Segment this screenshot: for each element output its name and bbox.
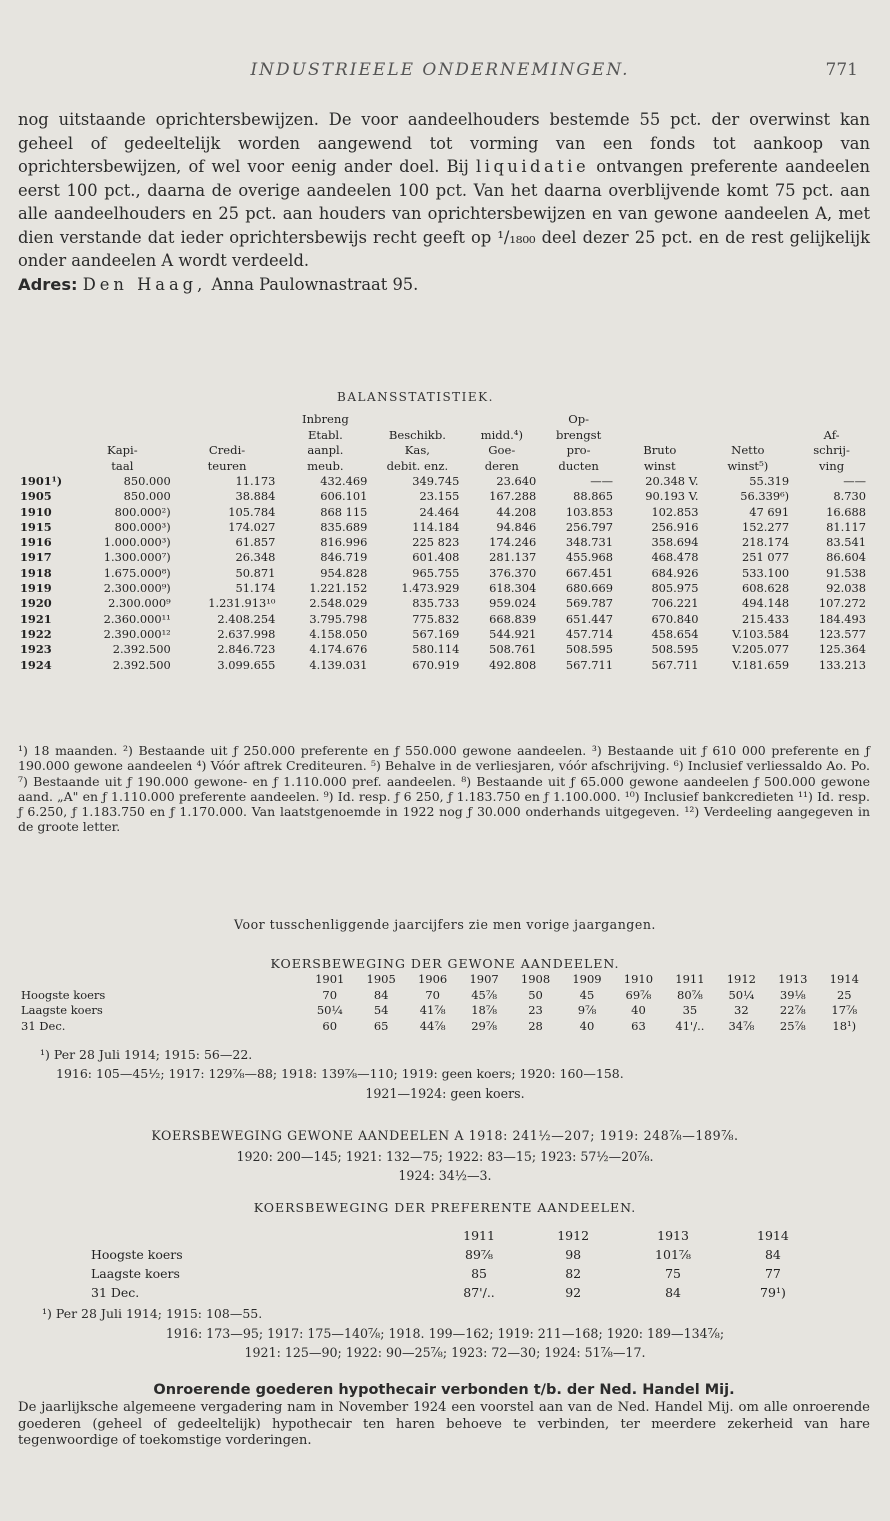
balans-cell: 105.784 [228,504,276,519]
balans-cell: 1.231.913¹⁰ [208,596,276,611]
adres-street: Anna Paulownastraat 95. [211,274,419,294]
balans-cell: 125.364 [818,642,866,657]
balans-cell: 508.595 [651,642,699,657]
separator-note: Voor tusschenliggende jaarcijfers zie men vorige jaargangen. [234,917,656,932]
balans-cell: 567.711 [565,657,614,672]
koers-gewone-value: 23 [528,1003,543,1017]
intro-text-2: ontvangen preferente aandeelen eerst 100 pct., daarna de overige aandeelen 100 pct. Van het daarna overblijvende komt 75 pct. aan alle aandeelhouders en 25 pct. aan houders van oprichtersbewijzen en van gewone aandeelen A, met dien verstande dat ieder oprichtersbewijs recht geeft op [18,157,870,247]
balans-cell: 775.832 [412,611,460,626]
balans-cell: 91.538 [826,565,866,580]
adres-label: Adres: [18,274,78,294]
balans-cell: 348.731 [565,535,614,550]
balans-cell: 508.761 [489,642,537,657]
balans-cell: 376.370 [489,565,537,580]
balans-cell: 61.857 [235,535,276,550]
balans-cell: 850.000 [123,489,171,504]
balans-cell: 55.319 [749,474,790,488]
balans-cell: 8.730 [833,489,866,504]
balans-body [20,474,870,673]
balans-cell: 92.038 [826,581,866,596]
balans-cell: 16.688 [826,504,866,519]
balans-cell: 4.174.676 [309,642,368,657]
balans-row [20,489,870,504]
balans-cell: 56.339⁶) [740,489,790,504]
koers-pref-years [90,1226,820,1245]
koers-pref-value: 77 [764,1266,781,1281]
balans-cell: 218.174 [742,535,790,550]
koers-pref-year: 1914 [757,1228,789,1243]
balans-cell: 1.000.000³) [103,535,171,550]
koers-gewone-value: 60 [322,1018,338,1033]
balans-table [20,412,870,673]
koers-gewone-label: Laagste koers [21,1003,103,1017]
intro-text-3: deel dezer 25 pct. en de rest gelijkelijk onder aandeelen A wordt verdeeld. [18,227,870,270]
koers-gewone-value: 63 [631,1018,646,1033]
fraction: ¹/₁₈₀₀ [497,227,536,247]
koers-pref-foot1: ¹) Per 28 Juli 1914; 1915: 108—55. [42,1306,263,1321]
balans-cell: 494.148 [742,596,790,611]
balans-cell: 2.300.000⁹ [108,596,171,611]
koers-gewone-value: 34⅞ [728,1018,755,1033]
balans-cell: —— [843,474,866,488]
balans-col-header: Inbreng Etabl. aanpl. meub. [302,412,349,473]
balans-cell: 492.808 [489,657,537,672]
balans-header-row [20,412,870,474]
koers-gewone-value: 32 [734,1003,749,1017]
koers-pref-row [90,1264,820,1283]
page-number: 771 [825,60,858,80]
balans-cell: 83.541 [826,535,866,550]
balans-cell: 805.975 [651,581,699,596]
balans-row [20,474,870,489]
koers-gewone-year: 1901 [315,972,345,986]
balans-row [20,520,870,535]
balans-cell: 606.101 [320,489,368,504]
balans-cell: 90.193 V. [645,489,699,504]
koers-gewone-value: 17⅞ [831,1003,858,1017]
koers-gewone-value: 22⅞ [779,1003,806,1017]
balans-cell: 251 077 [742,550,790,565]
koers-pref-table [90,1226,820,1302]
balans-col-header: Bruto winst [643,443,677,473]
balans-cell: 3.795.798 [309,611,368,626]
koers-pref-value: 84 [764,1247,781,1262]
balans-year: 1918 [20,565,52,580]
koers-gewone-value: 40 [631,1003,646,1017]
balans-cell: 20.348 V. [645,474,699,488]
koers-gewone-value: 45⅞ [471,987,497,1002]
balans-cell: 684.926 [651,565,699,580]
balans-cell: 567.711 [651,657,699,672]
koers-a-line2: 1920: 200—145; 1921: 132—75; 1922: 83—15; 1923: 57½—20⅞. [236,1149,654,1164]
koers-gewone-value: 44⅞ [419,1018,446,1033]
balans-cell: 2.360.000¹¹ [103,611,171,626]
koers-gewone-year: 1909 [572,972,602,986]
koers-gewone-row [18,1003,870,1019]
koers-pref-title: KOERSBEWEGING DER PREFERENTE AANDEELEN. [253,1200,637,1215]
adres-city: Den Haag, [82,274,207,294]
balans-cell: 167.288 [489,489,537,504]
balans-cell: 103.853 [565,504,614,519]
balans-year: 1917 [20,550,52,565]
koers-a-line1: KOERSBEWEGING GEWONE AANDEELEN A 1918: 241½—207; 1919: 248⅞—189⅞. [151,1128,739,1143]
balans-row [20,566,870,581]
balans-cell: 569.787 [565,596,614,611]
balans-cell: 432.469 [320,474,368,488]
koers-pref-year: 1913 [657,1228,689,1243]
balans-cell: 2.846.723 [217,642,276,657]
koers-gewone-year: 1907 [469,972,499,986]
footnotes-balans: ¹) 18 maanden. ²) Bestaande uit ƒ 250.000 preferente en ƒ 550.000 gewone aandeelen. ³) Bestaande uit ƒ 610 000 preferente en ƒ 190.000 gewone aandeelen ⁴) Vóór aftrek Crediteuren. ⁵) Behalve in de verliesjaren, vóór afschrijving. ⁶) Inclusief verliessaldo Ao. Po. ⁷) Bestaande uit ƒ 190.000 gewone- en ƒ 1.110.000 pref. aandeelen. ⁸) Bestaande uit ƒ 65.000 gewone aandeelen ƒ 500.000 gewone aand. „A" en ƒ 1.110.000 preferente aandeelen. ⁹) Id. resp. ƒ 6 250, ƒ 1.183.750 en ƒ 1.100.000. ¹⁰) Inclusief bankcredieten ¹¹) Id. resp. ƒ 6.250, ƒ 1.183.750 en ƒ 1.170.000. Van laatstgenoemde in 1922 nog ƒ 30.000 onderhands uitgegeven. ¹²) Verdeeling aangegeven in de groote letter. [18,743,870,835]
balans-cell: 580.114 [412,642,460,657]
balans-cell: 94.846 [496,519,537,534]
koers-gewone-value: 25 [836,987,852,1002]
balans-cell: 26.348 [235,550,276,565]
intro-paragraph [18,108,870,296]
balans-row [20,658,870,673]
balans-cell: 670.919 [412,657,460,672]
balans-row [20,535,870,550]
balans-cell: 457.714 [565,626,614,641]
koers-pref-row [90,1283,820,1302]
koers-gewone-label: 31 Dec. [21,1018,66,1033]
koers-gewone-value: 18¹) [832,1018,857,1033]
koers-pref-value: 92 [565,1285,582,1300]
koers-pref-foot3: 1921: 125—90; 1922: 90—25⅞; 1923: 72—30; 1924: 51⅞—17. [244,1345,646,1360]
balans-col-header [20,412,70,474]
balans-col-header: Netto winst⁵) [727,443,769,473]
koers-gewone-value: 9⅞ [577,1003,597,1017]
koers-gewone-label: Hoogste koers [21,987,106,1002]
balans-col-header: Op- brengst pro- ducten [555,412,602,473]
koers-gewone-value: 65 [373,1018,389,1033]
koers-gewone-years [18,972,870,988]
balans-cell: 868 115 [320,504,368,519]
balans-cell: 1.675.000⁸) [103,565,171,580]
koers-pref-corner [90,1226,432,1245]
balans-cell: 544.921 [489,626,537,641]
balans-cell: 468.478 [651,550,699,565]
koers-gewone-year: 1913 [778,972,808,986]
koers-pref-row [90,1245,820,1264]
balans-col-header: Credi- teuren [207,443,247,473]
koers-gewone-value: 28 [528,1018,543,1033]
koers-gewone-value: 50 [528,987,543,1002]
koers-gewone-value: 45 [579,987,595,1002]
balans-cell: V.205.077 [732,642,790,657]
balans-cell: 152.277 [742,519,790,534]
koers-pref-value: 82 [565,1266,582,1281]
balans-year: 1923 [20,642,52,657]
koers-gewone-value: 80⅞ [677,987,703,1002]
balans-cell: 2.300.000⁹) [103,581,171,596]
balans-cell: 668.839 [489,611,537,626]
balans-cell: 706.221 [651,596,699,611]
koers-gewone-value: 29⅞ [471,1018,497,1033]
koers-gewone-value: 41⅞ [419,1003,446,1017]
balans-cell: 123.577 [818,626,866,641]
balans-year: 1920 [20,596,52,611]
balans-cell: 23.640 [496,474,537,488]
balans-year: 1915 [20,519,52,534]
balans-cell: 107.272 [818,596,866,611]
balans-row [20,581,870,596]
balans-row [20,627,870,642]
balans-cell: 349.745 [412,474,460,488]
balans-cell: 24.464 [419,504,460,519]
koers-gewone-value: 84 [373,987,389,1002]
balans-row [20,642,870,657]
balans-cell: 47 691 [749,504,790,519]
running-header [0,60,890,84]
balans-cell: 455.968 [565,550,614,565]
balans-row [20,612,870,627]
koers-gewone-value: 25⅞ [779,1018,806,1033]
balans-cell: 800.000³) [114,519,171,534]
koers-gewone-value: 50¼ [316,1003,343,1017]
koers-pref-year: 1911 [463,1228,495,1243]
balans-cell: 2.392.500 [112,657,171,672]
koers-gewone-value: 39⅛ [779,987,806,1002]
balans-cell: 50.871 [235,565,276,580]
balans-cell: 1.221.152 [309,581,368,596]
balans-col-header: Beschikb. Kas, debit. enz. [386,427,449,473]
balans-cell: 4.158.050 [309,626,368,641]
koers-gewone-value: 69⅞ [625,987,652,1002]
balans-cell: 959.024 [489,596,537,611]
balans-cell: 2.548.029 [309,596,368,611]
balans-cell: 800.000²) [114,504,171,519]
koers-gewone-year: 1910 [623,972,654,986]
koers-gewone-row [18,988,870,1004]
koers-gewone-value: 41'/.. [675,1018,705,1033]
koers-gewone-value: 50¼ [728,987,755,1002]
balans-row [20,596,870,611]
balans-cell: 458.654 [651,626,699,641]
balans-col-header: Af- schrij- ving [813,427,850,473]
liquidatie-word: liquidatie [476,157,590,176]
balans-cell: 533.100 [742,565,790,580]
balans-year: 1901¹) [20,474,63,488]
koers-gewone-foot1: ¹) Per 28 Juli 1914; 1915: 56—22. [40,1047,253,1062]
koers-gewone-foot3: 1921—1924: geen koers. [365,1086,525,1101]
balans-cell: 618.304 [489,581,537,596]
balans-cell: 133.213 [818,657,866,672]
koers-pref-label: Hoogste koers [91,1247,183,1262]
koers-pref-value: 85 [471,1266,487,1281]
balans-col-header: midd.⁴) Goe- deren [480,427,523,473]
koers-gewone-year: 1912 [726,972,756,986]
balans-cell: 667.451 [565,565,614,580]
balans-cell: 86.604 [826,550,866,565]
koers-gewone-year: 1905 [366,972,396,986]
balans-cell: 954.828 [320,565,368,580]
balans-cell: 670.840 [651,611,699,626]
balans-cell: 508.595 [565,642,614,657]
koers-gewone-row [18,1019,870,1035]
balans-cell: 44.208 [496,504,537,519]
balans-cell: 2.390.000¹² [103,626,171,641]
balans-cell: 2.408.254 [217,611,276,626]
balans-year: 1905 [20,489,52,504]
koers-gewone-year: 1911 [675,972,705,986]
balans-cell: 2.637.998 [217,626,276,641]
balans-row [20,505,870,520]
koers-gewone-value: 40 [579,1018,595,1033]
balans-cell: 3.099.655 [217,657,276,672]
koers-pref-label: Laagste koers [91,1266,180,1281]
balans-cell: 51.174 [235,581,276,596]
balans-cell: 114.184 [412,519,460,534]
balans-cell: 835.689 [320,519,368,534]
balans-cell: 850.000 [123,474,171,488]
balans-cell: 256.797 [565,519,614,534]
koers-pref-value: 75 [665,1266,681,1281]
koers-gewone-foot2: 1916: 105—45½; 1917: 129⅞—88; 1918: 139⅞—110; 1919: geen koers; 1920: 160—158. [56,1066,624,1081]
balans-cell: 102.853 [651,504,699,519]
balans-cell: 81.117 [826,519,866,534]
koers-pref-value: 84 [665,1285,681,1300]
balans-year: 1919 [20,581,52,596]
koers-pref-value: 79¹) [760,1285,786,1300]
balans-year: 1916 [20,535,52,550]
koers-pref-label: 31 Dec. [91,1285,140,1300]
koers-pref-value: 89⅞ [465,1247,494,1262]
koers-a-line3: 1924: 34½—3. [398,1168,492,1183]
balans-cell: 680.669 [565,581,614,596]
balans-cell: 601.408 [412,550,460,565]
koers-pref-foot2: 1916: 173—95; 1917: 175—140⅞; 1918. 199—162; 1919: 211—168; 1920: 189—134⅞; [165,1326,725,1341]
koers-gewone-body [18,988,870,1035]
koers-gewone-table [18,972,870,1034]
koers-gewone-title: KOERSBEWEGING DER GEWONE AANDEELEN. [270,956,620,971]
balans-cell: 184.493 [818,611,866,626]
koers-gewone-value: 35 [682,1003,698,1017]
balans-year: 1921 [20,611,52,626]
koers-pref-value: 87'/.. [463,1285,495,1300]
balans-year: 1924 [20,657,52,672]
balans-cell: 225 823 [412,535,460,550]
balans-cell: 651.447 [565,611,614,626]
koers-pref-value: 98 [565,1247,582,1262]
koers-gewone-value: 70 [425,987,440,1002]
koers-gewone-value: 70 [322,987,338,1002]
balans-cell: 358.694 [651,535,699,550]
balans-cell: 256.916 [651,519,699,534]
balans-cell: 816.996 [320,535,368,550]
balans-row [20,550,870,565]
koers-pref-year: 1912 [557,1228,590,1243]
balans-cell: 2.392.500 [112,642,171,657]
balans-cell: 281.137 [489,550,537,565]
balans-cell: 1.300.000⁷) [103,550,171,565]
balans-cell: 835.733 [412,596,460,611]
balans-cell: 174.027 [228,519,276,534]
final-heading: Onroerende goederen hypothecair verbonden t/b. der Ned. Handel Mij. [153,1382,735,1398]
koers-pref-value: 101⅞ [655,1247,692,1262]
balans-cell: 567.169 [412,626,460,641]
balans-cell: 215.433 [742,611,790,626]
running-title: INDUSTRIEELE ONDERNEMINGEN. [250,60,630,80]
intro-text-1: nog uitstaande oprichtersbewijzen. De voor aandeelhouders bestemde 55 pct. der overwinst kan geheel of gedeeltelijk worden aangewend tot vorming van een fonds tot aankoop van oprichtersbewijzen, of wel voor eenig ander doel. Bij [18,110,870,176]
koers-gewone-value: 18⅞ [471,1003,497,1017]
koers-gewone-year: 1908 [520,972,551,986]
balans-cell: 608.628 [742,581,790,596]
balans-cell: V.103.584 [732,626,790,641]
balans-cell: 1.473.929 [401,581,460,596]
koers-gewone-value: 54 [373,1003,389,1017]
balans-cell: 88.865 [573,489,614,504]
final-body: De jaarlijksche algemeene vergadering nam in November 1924 een voorstel aan van de Ned. Handel Mij. om alle onroerende goederen (geheel of gedeeltelijk) hypothecair ten haren behoeve te verbinden, ter meerdere zekerheid van hare tegenwoordige of toekomstige vorderingen. [18,1400,870,1448]
balans-cell: 174.246 [489,535,537,550]
koers-gewone-corner [18,972,304,988]
balans-cell: 23.155 [419,489,460,504]
koers-pref-body [90,1245,820,1302]
balans-cell: V.181.659 [732,657,790,672]
balans-cell: 38.884 [235,489,276,504]
balans-cell: 965.755 [412,565,460,580]
balans-year: 1910 [20,504,52,519]
balans-cell: 846.719 [320,550,368,565]
koers-gewone-year: 1914 [829,972,859,986]
koers-gewone-year: 1906 [417,972,448,986]
balans-year: 1922 [20,626,52,641]
balans-cell: —— [590,474,614,488]
final-section [18,1380,870,1450]
balans-title: BALANSSTATISTIEK. [337,390,494,404]
balans-col-header: Kapi- taal [107,443,138,473]
balans-cell: 4.139.031 [309,657,368,672]
balans-cell: 11.173 [235,474,276,488]
